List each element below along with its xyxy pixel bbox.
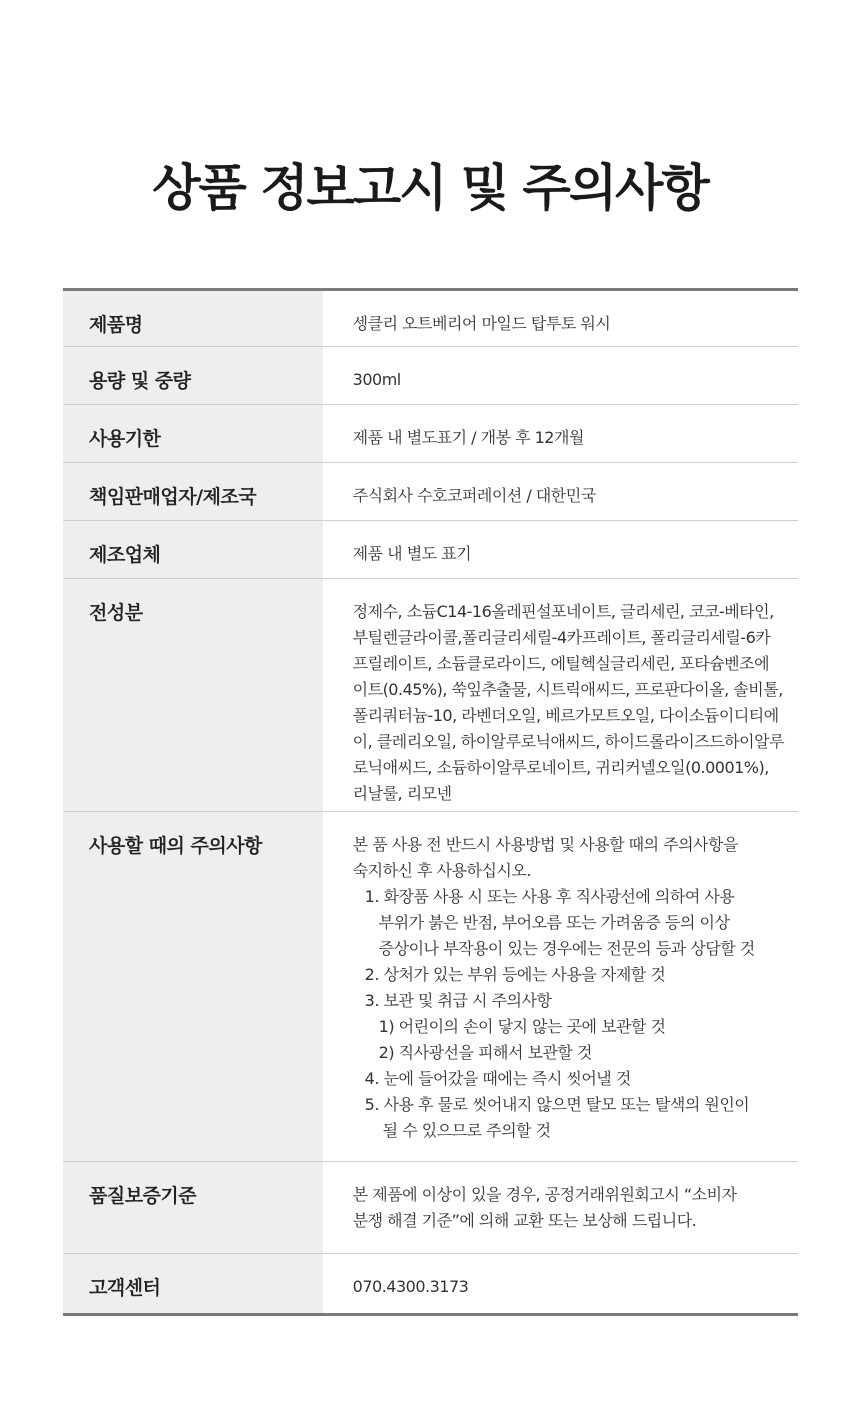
value-line: 정제수, 소듐C14-16올레핀설포네이트, 글리세린, 코코-베타인, (352, 602, 774, 621)
value-line: 리날룰, 리모넨 (352, 784, 452, 803)
row-value (323, 521, 798, 579)
row-label: 전성분 (63, 579, 323, 812)
value-line: 1) 어린이의 손이 닿지 않는 곳에 보관할 것 (378, 1017, 666, 1036)
row-value (323, 812, 798, 1162)
row-label: 고객센터 (63, 1254, 323, 1315)
value-line: 제품 내 별도 표기 (352, 544, 472, 563)
row-volume (63, 347, 798, 405)
value-line: 1. 화장품 사용 시 또는 사용 후 직사광선에 의하여 사용 (364, 887, 735, 906)
row-value (323, 579, 798, 812)
value-line: 3. 보관 및 취급 시 주의사항 (364, 991, 552, 1010)
value-line: 부틸렌글라이콜,폴리글리세릴-4카프레이트, 폴리글리세릴-6카 (352, 628, 771, 647)
value-line: 될 수 있으므로 주의할 것 (382, 1121, 551, 1140)
row-value (323, 1254, 798, 1315)
value-line: 2) 직사광선을 피해서 보관할 것 (378, 1043, 592, 1062)
product-info-table (63, 288, 798, 1316)
value-line: 프릴레이트, 소듐클로라이드, 에틸헥실글리세린, 포타슘벤조에 (352, 654, 770, 673)
value-line: 4. 눈에 들어갔을 때에는 즉시 씻어낼 것 (364, 1069, 631, 1088)
row-label: 제품명 (63, 290, 323, 347)
value-line: 주식회사 수호코퍼레이션 / 대한민국 (352, 486, 596, 505)
value-line: 300ml (352, 370, 401, 389)
row-manufacturer (63, 521, 798, 579)
value-line: 폴리쿼터늄-10, 라벤더오일, 베르가모트오일, 다이소듐이디티에 (352, 706, 779, 725)
row-label: 사용기한 (63, 405, 323, 463)
row-precautions (63, 812, 798, 1162)
row-seller (63, 463, 798, 521)
row-label: 사용할 때의 주의사항 (63, 812, 323, 1162)
row-value (323, 290, 798, 347)
row-value (323, 405, 798, 463)
row-label: 제조업체 (63, 521, 323, 579)
page-title: 상품 정보고시 및 주의사항 (152, 159, 708, 217)
value-line: 070.4300.3173 (352, 1277, 469, 1296)
value-line: 본 품 사용 전 반드시 사용방법 및 사용할 때의 주의사항을 (352, 835, 738, 854)
row-quality-guarantee (63, 1162, 798, 1254)
value-line: 증상이나 부작용이 있는 경우에는 전문의 등과 상담할 것 (378, 939, 755, 958)
value-line: 로닉애씨드, 소듐하이알루로네이트, 귀리커넬오일(0.0001%), (352, 758, 769, 777)
row-label: 용량 및 중량 (63, 347, 323, 405)
row-label: 책임판매업자/제조국 (63, 463, 323, 521)
value-line: 2. 상처가 있는 부위 등에는 사용을 자제할 것 (364, 965, 666, 984)
value-line: 본 제품에 이상이 있을 경우, 공정거래위원회고시 “소비자 (352, 1185, 737, 1204)
row-label: 품질보증기준 (63, 1162, 323, 1254)
value-line: 셍클리 오트베리어 마일드 탑투토 워시 (352, 314, 611, 333)
value-line: 이트(0.45%), 쑥잎추출물, 시트릭애씨드, 프로판다이올, 솔비톨, (352, 680, 783, 699)
row-expiry (63, 405, 798, 463)
row-customer-center (63, 1254, 798, 1315)
value-line: 5. 사용 후 물로 씻어내지 않으면 탈모 또는 탈색의 원인이 (364, 1095, 750, 1114)
value-line: 이, 클레리오일, 하이알루로닉애씨드, 하이드롤라이즈드하이알루 (352, 732, 784, 751)
row-value (323, 1162, 798, 1254)
row-product-name (63, 290, 798, 347)
value-line: 분쟁 해결 기준”에 의해 교환 또는 보상해 드립니다. (352, 1211, 697, 1230)
row-value (323, 347, 798, 405)
value-line: 부위가 붉은 반점, 부어오름 또는 가려움증 등의 이상 (378, 913, 730, 932)
value-line: 숙지하신 후 사용하십시오. (352, 861, 531, 880)
row-ingredients (63, 579, 798, 812)
row-value (323, 463, 798, 521)
value-line: 제품 내 별도표기 / 개봉 후 12개월 (352, 428, 584, 447)
